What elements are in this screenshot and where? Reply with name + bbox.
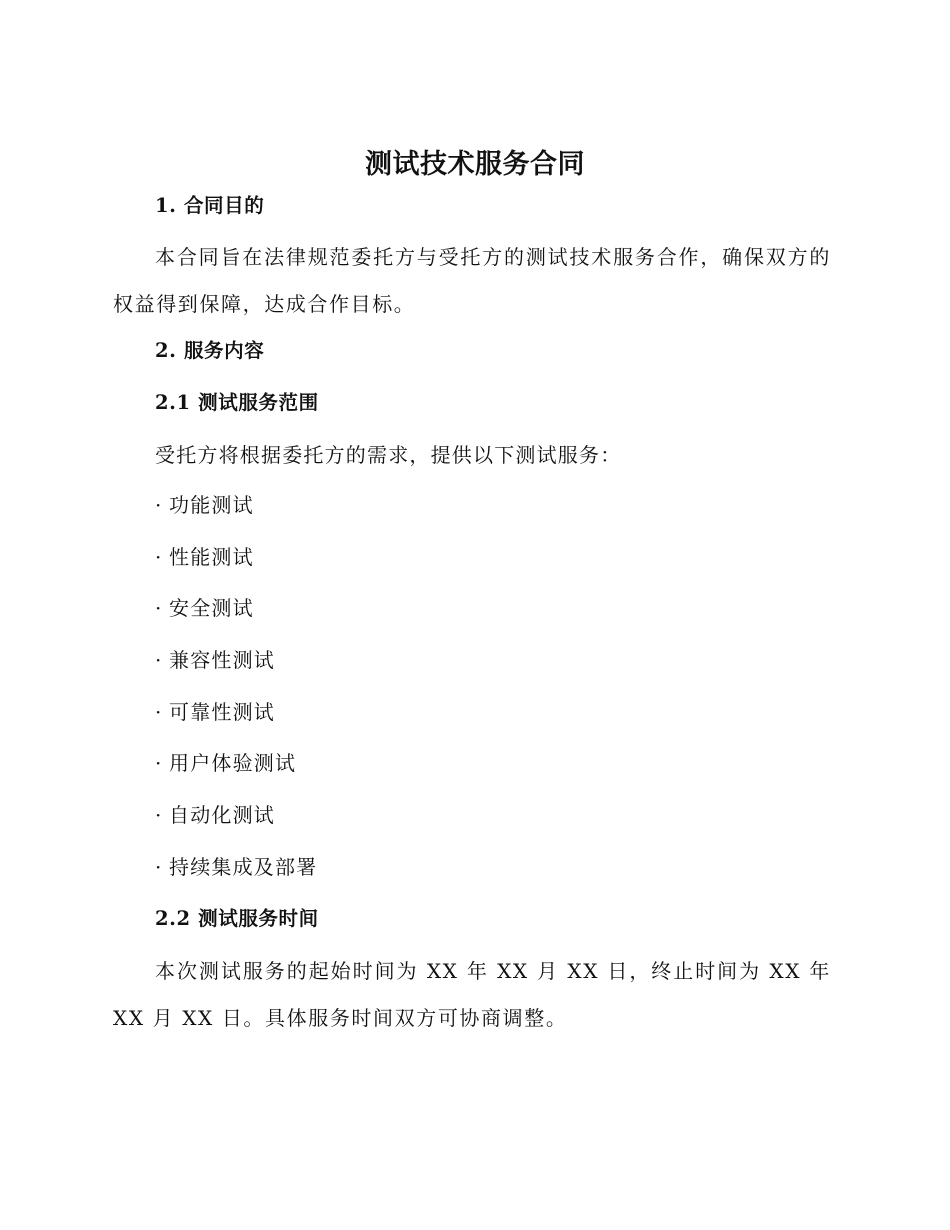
document-title: 测试技术服务合同 — [365, 149, 585, 180]
paragraph-purpose: 本合同旨在法律规范委托方与受托方的测试技术服务合作，确保双方的权益得到保障，达成合作目标。 — [113, 245, 831, 316]
list-item-text: 安全测试 — [169, 596, 254, 621]
bullet-dot: · — [155, 648, 163, 673]
list-item — [155, 490, 317, 542]
list-item — [155, 542, 317, 594]
list-item — [155, 748, 317, 800]
service-list — [155, 490, 317, 904]
list-item-text: 功能测试 — [169, 493, 254, 517]
list-item-text: 性能测试 — [169, 544, 254, 569]
section-heading-service-scope: 2.1 测试服务范围 — [155, 391, 319, 414]
list-item-text: 持续集成及部署 — [169, 854, 318, 879]
list-item — [155, 697, 317, 749]
list-item-text: 用户体验测试 — [169, 751, 297, 776]
bullet-dot: · — [155, 493, 163, 517]
bullet-dot: · — [155, 751, 163, 776]
list-item-text: 自动化测试 — [169, 803, 275, 828]
paragraph-service-time: 本次测试服务的起始时间为 XX 年 XX 月 XX 日，终止时间为 XX 年 XX 月 XX 日。具体服务时间双方可协商调整。 — [113, 959, 831, 1030]
bullet-dot: · — [155, 803, 163, 828]
list-item — [155, 852, 317, 904]
bullet-dot: · — [155, 544, 163, 569]
list-item — [155, 645, 317, 697]
bullet-dot: · — [155, 854, 163, 879]
list-item-text: 兼容性测试 — [169, 648, 275, 673]
section-heading-service-time: 2.2 测试服务时间 — [155, 907, 319, 930]
list-item-text: 可靠性测试 — [169, 699, 275, 724]
list-item — [155, 593, 317, 645]
section-heading-service-content: 2. 服务内容 — [155, 339, 265, 362]
list-item — [155, 800, 317, 852]
service-scope-intro: 受托方将根据委托方的需求，提供以下测试服务： — [155, 443, 622, 467]
section-heading-purpose: 1. 合同目的 — [155, 194, 265, 217]
bullet-dot: · — [155, 596, 163, 621]
bullet-dot: · — [155, 699, 163, 724]
